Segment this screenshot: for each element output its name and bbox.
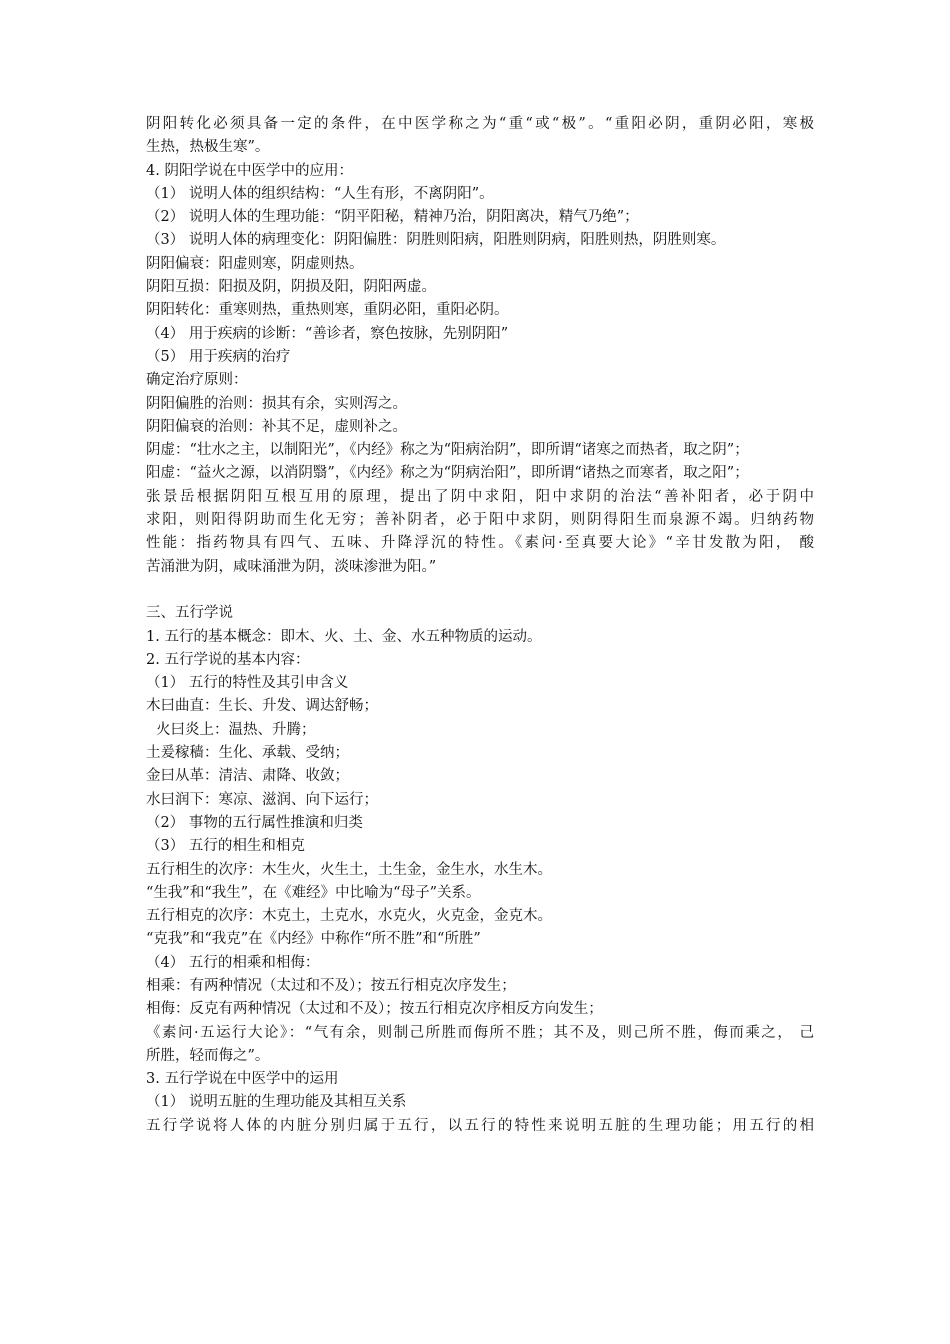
text-line: 阴阳转化：重寒则热，重热则寒，重阴必阳，重阳必阴。 (146, 302, 509, 319)
text-line: 阳虚：“益火之源，以消阴翳”，《内经》称之为“阴病治阳”，即所谓“诸热之而寒者，取之阳”； (146, 465, 749, 482)
text-line: 所胜，轻而侮之”。 (146, 1047, 270, 1064)
text-line: 相侮：反克有两种情况（太过和不及）；按五行相克次序相反方向发生； (146, 1001, 603, 1018)
text-line: 阴阳偏衰的治则：补其不足，虚则补之。 (146, 418, 407, 435)
list-item: （1） 五行的特性及其引申含义 (146, 675, 349, 692)
text-line: 求阳，则阳得阴助而生化无穷；善补阴者，必于阳中求阴，则阴得阳生而泉源不竭。归纳药物 (146, 512, 814, 529)
section-heading: 1. 五行的基本概念：即木、火、土、金、水五种物质的运动。 (146, 628, 542, 645)
text-line: 土爰稼穑：生化、承载、受纳； (146, 745, 349, 762)
list-item: （3） 说明人体的病理变化：阴阳偏胜：阴胜则阳病，阳胜则阴病，阳胜则热，阴胜则寒。 (146, 232, 726, 249)
text-line: 水曰润下：寒凉、滋润、向下运行； (146, 791, 378, 808)
list-item: （1） 说明五脏的生理功能及其相互关系 (146, 1094, 407, 1111)
text-line: 确定治疗原则： (146, 372, 248, 389)
text-line: “克我”和“我克”在《内经》中称作“所不胜”和“所胜” (146, 931, 481, 948)
section-heading: 4. 阴阳学说在中医学中的应用： (146, 162, 353, 179)
text-line: 《素问·五运行大论》：“气有余，则制己所胜而侮所不胜；其不及，则己所不胜，侮而乘之， 己 (146, 1024, 814, 1041)
text-line: 五行相生的次序：木生火，火生土，土生金，金生水，水生木。 (146, 861, 552, 878)
text-line: “生我”和“我生”，在《难经》中比喻为“母子”关系。 (146, 884, 481, 901)
list-item: （5） 用于疾病的治疗 (146, 348, 291, 365)
list-item: （1） 说明人体的组织结构：“人生有形，不离阴阳”。 (146, 185, 494, 202)
text-line: 张景岳根据阴阳互根互用的原理，提出了阴中求阳，阳中求阴的治法“善补阳者，必于阴中 (146, 488, 814, 505)
document-page (146, 113, 814, 1138)
list-item: （4） 用于疾病的诊断：“善诊者，察色按脉，先别阴阳” (146, 325, 509, 342)
section-heading: 2. 五行学说的基本内容： (146, 651, 310, 668)
text-line: 相乘：有两种情况（太过和不及）；按五行相克次序发生； (146, 977, 516, 994)
text-line: 阴虚：“壮水之主，以制阳光”，《内经》称之为“阳病治阴”，即所谓“诸寒之而热者，取之阴”； (146, 442, 749, 459)
text-line: 五行相克的次序：木克土，土克水，水克火，火克金，金克木。 (146, 908, 552, 925)
text-line: 性能：指药物具有四气、五味、升降浮沉的特性。《素问·至真要大论》“辛甘发散为阳， 酸 (146, 535, 814, 552)
list-item: （3） 五行的相生和相克 (146, 838, 305, 855)
text-line: 木曰曲直：生长、升发、调达舒畅； (146, 698, 378, 715)
text-line: 阴阳转化必须具备一定的条件，在中医学称之为“重“或“极”。“重阳必阴，重阴必阳，寒极 (146, 116, 814, 132)
text-line: 五行学说将人体的内脏分别归属于五行，以五行的特性来说明五脏的生理功能；用五行的相 (146, 1117, 814, 1134)
list-item: （4） 五行的相乘和相侮： (146, 954, 320, 971)
text-line: 火曰炎上：温热、升腾； (156, 721, 316, 738)
text-line: 金曰从革：清洁、肃降、收敛； (146, 768, 349, 785)
blank-line (146, 579, 814, 602)
text-line: 苦涌泄为阴，咸味涌泄为阴，淡味渗泄为阳。” (146, 558, 437, 575)
text-line: 阴阳互损：阳损及阴，阴损及阳，阴阳两虚。 (146, 279, 436, 296)
list-item: （2） 说明人体的生理功能：“阴平阳秘，精神乃治，阴阳离决，精气乃绝”； (146, 209, 639, 226)
section-heading: 3. 五行学说在中医学中的运用 (146, 1071, 339, 1088)
text-line: 阴阳偏胜的治则：损其有余，实则泻之。 (146, 395, 407, 412)
list-item: （2） 事物的五行属性推演和归类 (146, 814, 363, 831)
text-line: 生热，热极生寒”。 (146, 139, 270, 156)
text-line: 阴阳偏衰：阳虚则寒，阴虚则热。 (146, 255, 364, 272)
section-heading: 三、五行学说 (146, 605, 233, 622)
